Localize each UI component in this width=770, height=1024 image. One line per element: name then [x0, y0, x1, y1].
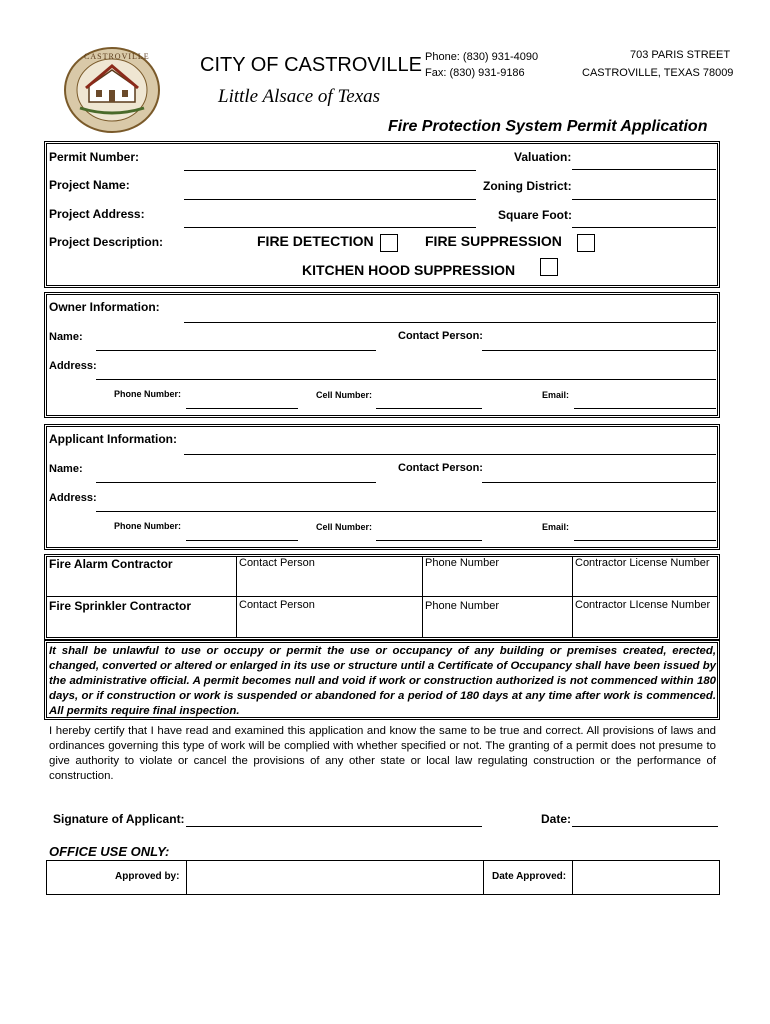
date-approved-field[interactable]: [574, 862, 717, 892]
owner-heading-line[interactable]: [184, 322, 716, 323]
applicant-address-field[interactable]: [96, 511, 716, 512]
owner-cell-label: Cell Number:: [316, 390, 373, 400]
contractor-col-divider: [422, 557, 423, 637]
city-state-zip: CASTROVILLE, TEXAS 78009: [582, 67, 734, 79]
owner-heading: Owner Information:: [49, 300, 160, 314]
fire-detection-label: FIRE DETECTION: [257, 233, 374, 249]
contractor-type: Fire Alarm Contractor: [49, 557, 173, 571]
valuation-field[interactable]: [572, 169, 716, 170]
office-col-divider: [186, 860, 187, 894]
applicant-cell-field[interactable]: [376, 540, 482, 541]
square-foot-label: Square Foot:: [498, 208, 572, 222]
owner-email-field[interactable]: [574, 408, 716, 409]
kitchen-hood-label: KITCHEN HOOD SUPPRESSION: [302, 262, 516, 278]
city-fax: Fax: (830) 931-9186: [425, 67, 525, 79]
office-col-divider: [483, 860, 484, 894]
owner-name-field[interactable]: [96, 350, 376, 351]
square-foot-field[interactable]: [572, 227, 716, 228]
date-label: Date:: [541, 812, 572, 826]
fire-suppression-checkbox[interactable]: [577, 234, 595, 252]
contractor-contact-cell[interactable]: Contact Person: [239, 599, 315, 611]
project-description-label: Project Description:: [49, 235, 164, 249]
applicant-contact-field[interactable]: [482, 482, 716, 483]
office-col-divider: [572, 860, 573, 894]
valuation-label: Valuation:: [514, 150, 572, 164]
city-phone: Phone: (830) 931-4090: [425, 51, 539, 63]
owner-phone-field[interactable]: [186, 408, 298, 409]
contractor-phone-cell[interactable]: Phone Number: [425, 557, 499, 569]
contractor-row-divider: [47, 596, 717, 597]
city-seal: [62, 46, 162, 134]
owner-email-label: Email:: [542, 390, 570, 400]
fire-suppression-label: FIRE SUPPRESSION: [425, 233, 562, 249]
seal-text: CASTROVILLE: [84, 52, 150, 61]
kitchen-hood-checkbox[interactable]: [540, 258, 558, 276]
project-description-field[interactable]: [184, 227, 476, 228]
owner-address-label: Address:: [49, 360, 97, 372]
applicant-address-label: Address:: [49, 492, 97, 504]
warning-text: It shall be unlawful to use or occupy or permit the use or occupancy of any building or premises created, erected, changed, converted or altered or enlarged in its use or structure until a Certificate of Occupancy shall have been issued by the administrative official. A permit becomes null and void if work or construction authorized is not commenced within 180 days, or if construction or work is suspended or abandoned for a period of 180 days at any time after work is commenced. All permits require final inspection.: [49, 645, 716, 717]
signature-field[interactable]: [186, 826, 482, 827]
contractor-type: Fire Sprinkler Contractor: [49, 599, 192, 613]
owner-name-label: Name:: [49, 331, 83, 343]
applicant-heading: Applicant Information:: [49, 432, 177, 446]
applicant-phone-field[interactable]: [186, 540, 298, 541]
form-title: Fire Protection System Permit Application: [388, 118, 708, 135]
permit-number-label: Permit Number:: [49, 150, 140, 164]
zoning-district-field[interactable]: [572, 199, 716, 200]
contractor-col-divider: [572, 557, 573, 637]
date-approved-label: Date Approved:: [492, 871, 567, 882]
project-name-field[interactable]: [184, 170, 476, 171]
applicant-email-label: Email:: [542, 522, 570, 532]
project-address-field[interactable]: [184, 199, 476, 200]
fire-detection-checkbox[interactable]: [380, 234, 398, 252]
applicant-email-field[interactable]: [574, 540, 716, 541]
office-use-heading: OFFICE USE ONLY:: [49, 844, 170, 859]
contractor-license-cell[interactable]: Contractor LIcense Number: [575, 599, 711, 611]
applicant-contact-label: Contact Person:: [398, 462, 483, 474]
applicant-cell-label: Cell Number:: [316, 522, 373, 532]
city-street: 703 PARIS STREET: [630, 49, 731, 61]
approved-by-field[interactable]: [188, 862, 481, 892]
approved-by-label: Approved by:: [115, 871, 180, 882]
contractor-col-divider: [236, 557, 237, 637]
city-name: CITY OF CASTROVILLE: [200, 54, 422, 76]
date-field[interactable]: [572, 826, 718, 827]
owner-contact-field[interactable]: [482, 350, 716, 351]
contractor-contact-cell[interactable]: Contact Person: [239, 557, 315, 569]
applicant-heading-line[interactable]: [184, 454, 716, 455]
applicant-name-label: Name:: [49, 463, 83, 475]
certification-text: I hereby certify that I have read and examined this application and know the same to be true and correct. All provisions of laws and ordinances governing this type of work will be complied with whether specified or not. The granting of a permit does not presume to give authority to violate or cancel the provisions of any other state or local law regulating construction or the performance of construction.: [49, 725, 716, 782]
applicant-phone-label: Phone Number:: [114, 521, 182, 531]
contractor-license-cell[interactable]: Contractor License Number: [575, 557, 710, 569]
zoning-district-label: Zoning District:: [483, 179, 572, 193]
city-tagline: Little Alsace of Texas: [218, 86, 381, 107]
project-address-label: Project Address:: [49, 207, 145, 221]
owner-address-field[interactable]: [96, 379, 716, 380]
owner-cell-field[interactable]: [376, 408, 482, 409]
signature-label: Signature of Applicant:: [53, 812, 185, 826]
contractor-phone-cell[interactable]: Phone Number: [425, 600, 499, 612]
owner-contact-label: Contact Person:: [398, 330, 483, 342]
applicant-name-field[interactable]: [96, 482, 376, 483]
project-name-label: Project Name:: [49, 178, 130, 192]
owner-phone-label: Phone Number:: [114, 389, 182, 399]
